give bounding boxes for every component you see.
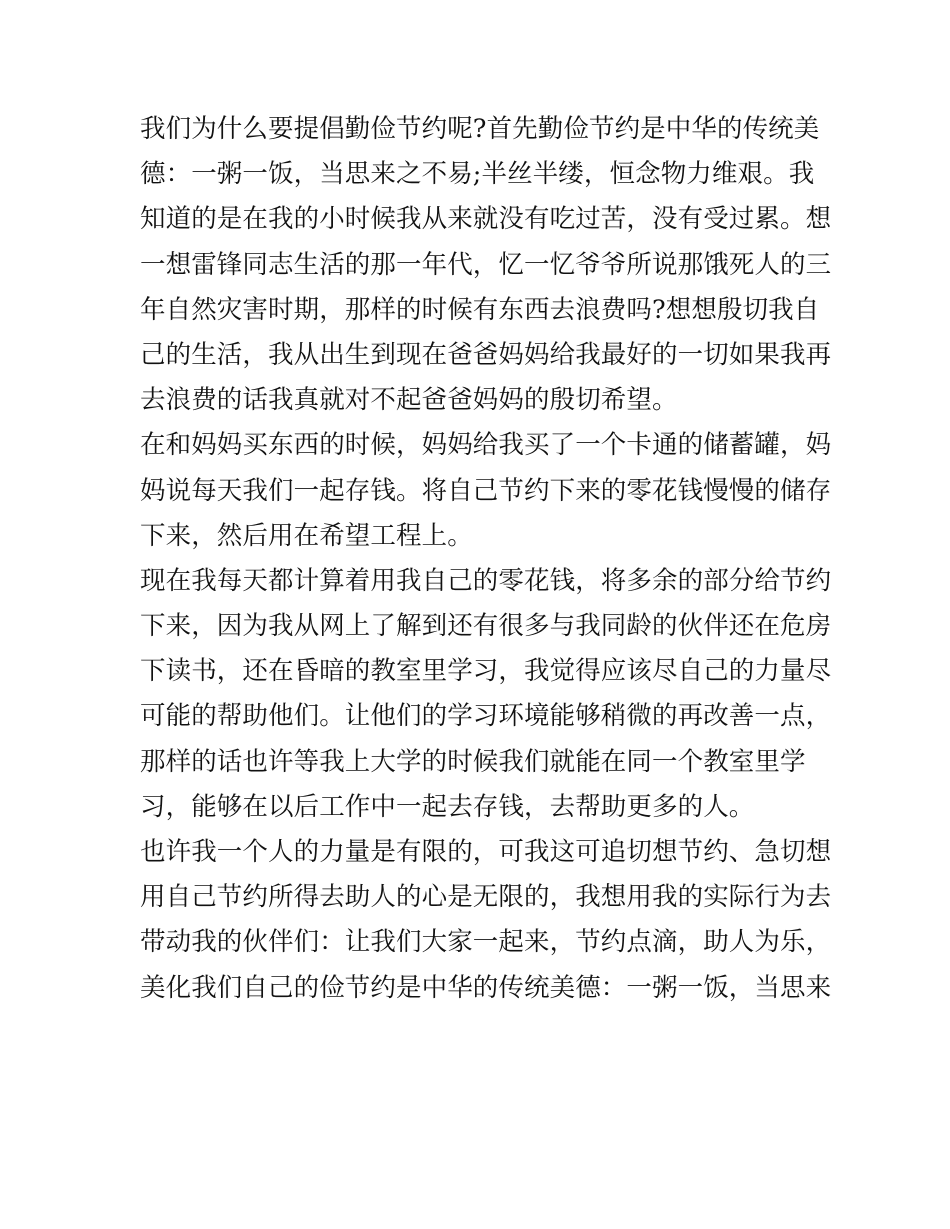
text-line: 用自己节约所得去助人的心是无限的，我想用我的实际行为去 [140,882,832,913]
text-line: 下来，然后用在希望工程上。 [140,520,473,551]
text-line: 下来，因为我从网上了解到还有很多与我同龄的伙伴还在危房 [140,611,832,642]
text-line: 在和妈妈买东西的时候，妈妈给我买了一个卡通的储蓄罐，妈 [140,430,832,461]
text-line: 那样的话也许等我上大学的时候我们就能在同一个教室里学 [140,746,806,777]
text-line: 知道的是在我的小时候我从来就没有吃过苦，没有受过累。想 [140,204,832,235]
text-line: 可能的帮助他们。让他们的学习环境能够稍微的再改善一点， [140,701,832,732]
text-line: 下读书，还在昏暗的教室里学习，我觉得应该尽自己的力量尽 [140,656,832,687]
text-line: 年自然灾害时期，那样的时候有东西去浪费吗?想想殷切我自 [140,294,820,325]
text-line: 德：一粥一饭，当思来之不易;半丝半缕，恒念物力维艰。我 [140,159,815,190]
text-line: 己的生活，我从出生到现在爸爸妈妈给我最好的一切如果我再 [140,339,832,370]
text-line: 我们为什么要提倡勤俭节约呢?首先勤俭节约是中华的传统美 [140,114,820,144]
text-line: 习，能够在以后工作中一起去存钱，去帮助更多的人。 [140,791,755,822]
text-line: 美化我们自己的俭节约是中华的传统美德：一粥一饭，当思来 [140,972,832,1003]
text-line: 妈说每天我们一起存钱。将自己节约下来的零花钱慢慢的储存 [140,475,832,506]
text-line: 也许我一个人的力量是有限的，可我这可追切想节约、急切想 [140,837,832,867]
document-body [140,107,832,1011]
text-line: 带动我的伙伴们：让我们大家一起来，节约点滴，助人为乐， [140,927,832,958]
text-line: 一想雷锋同志生活的那一年代，忆一忆爷爷所说那饿死人的三 [140,249,832,280]
text-line: 去浪费的话我真就对不起爸爸妈妈的殷切希望。 [140,385,678,416]
text-line: 现在我每天都计算着用我自己的零花钱，将多余的部分给节约 [140,565,832,596]
